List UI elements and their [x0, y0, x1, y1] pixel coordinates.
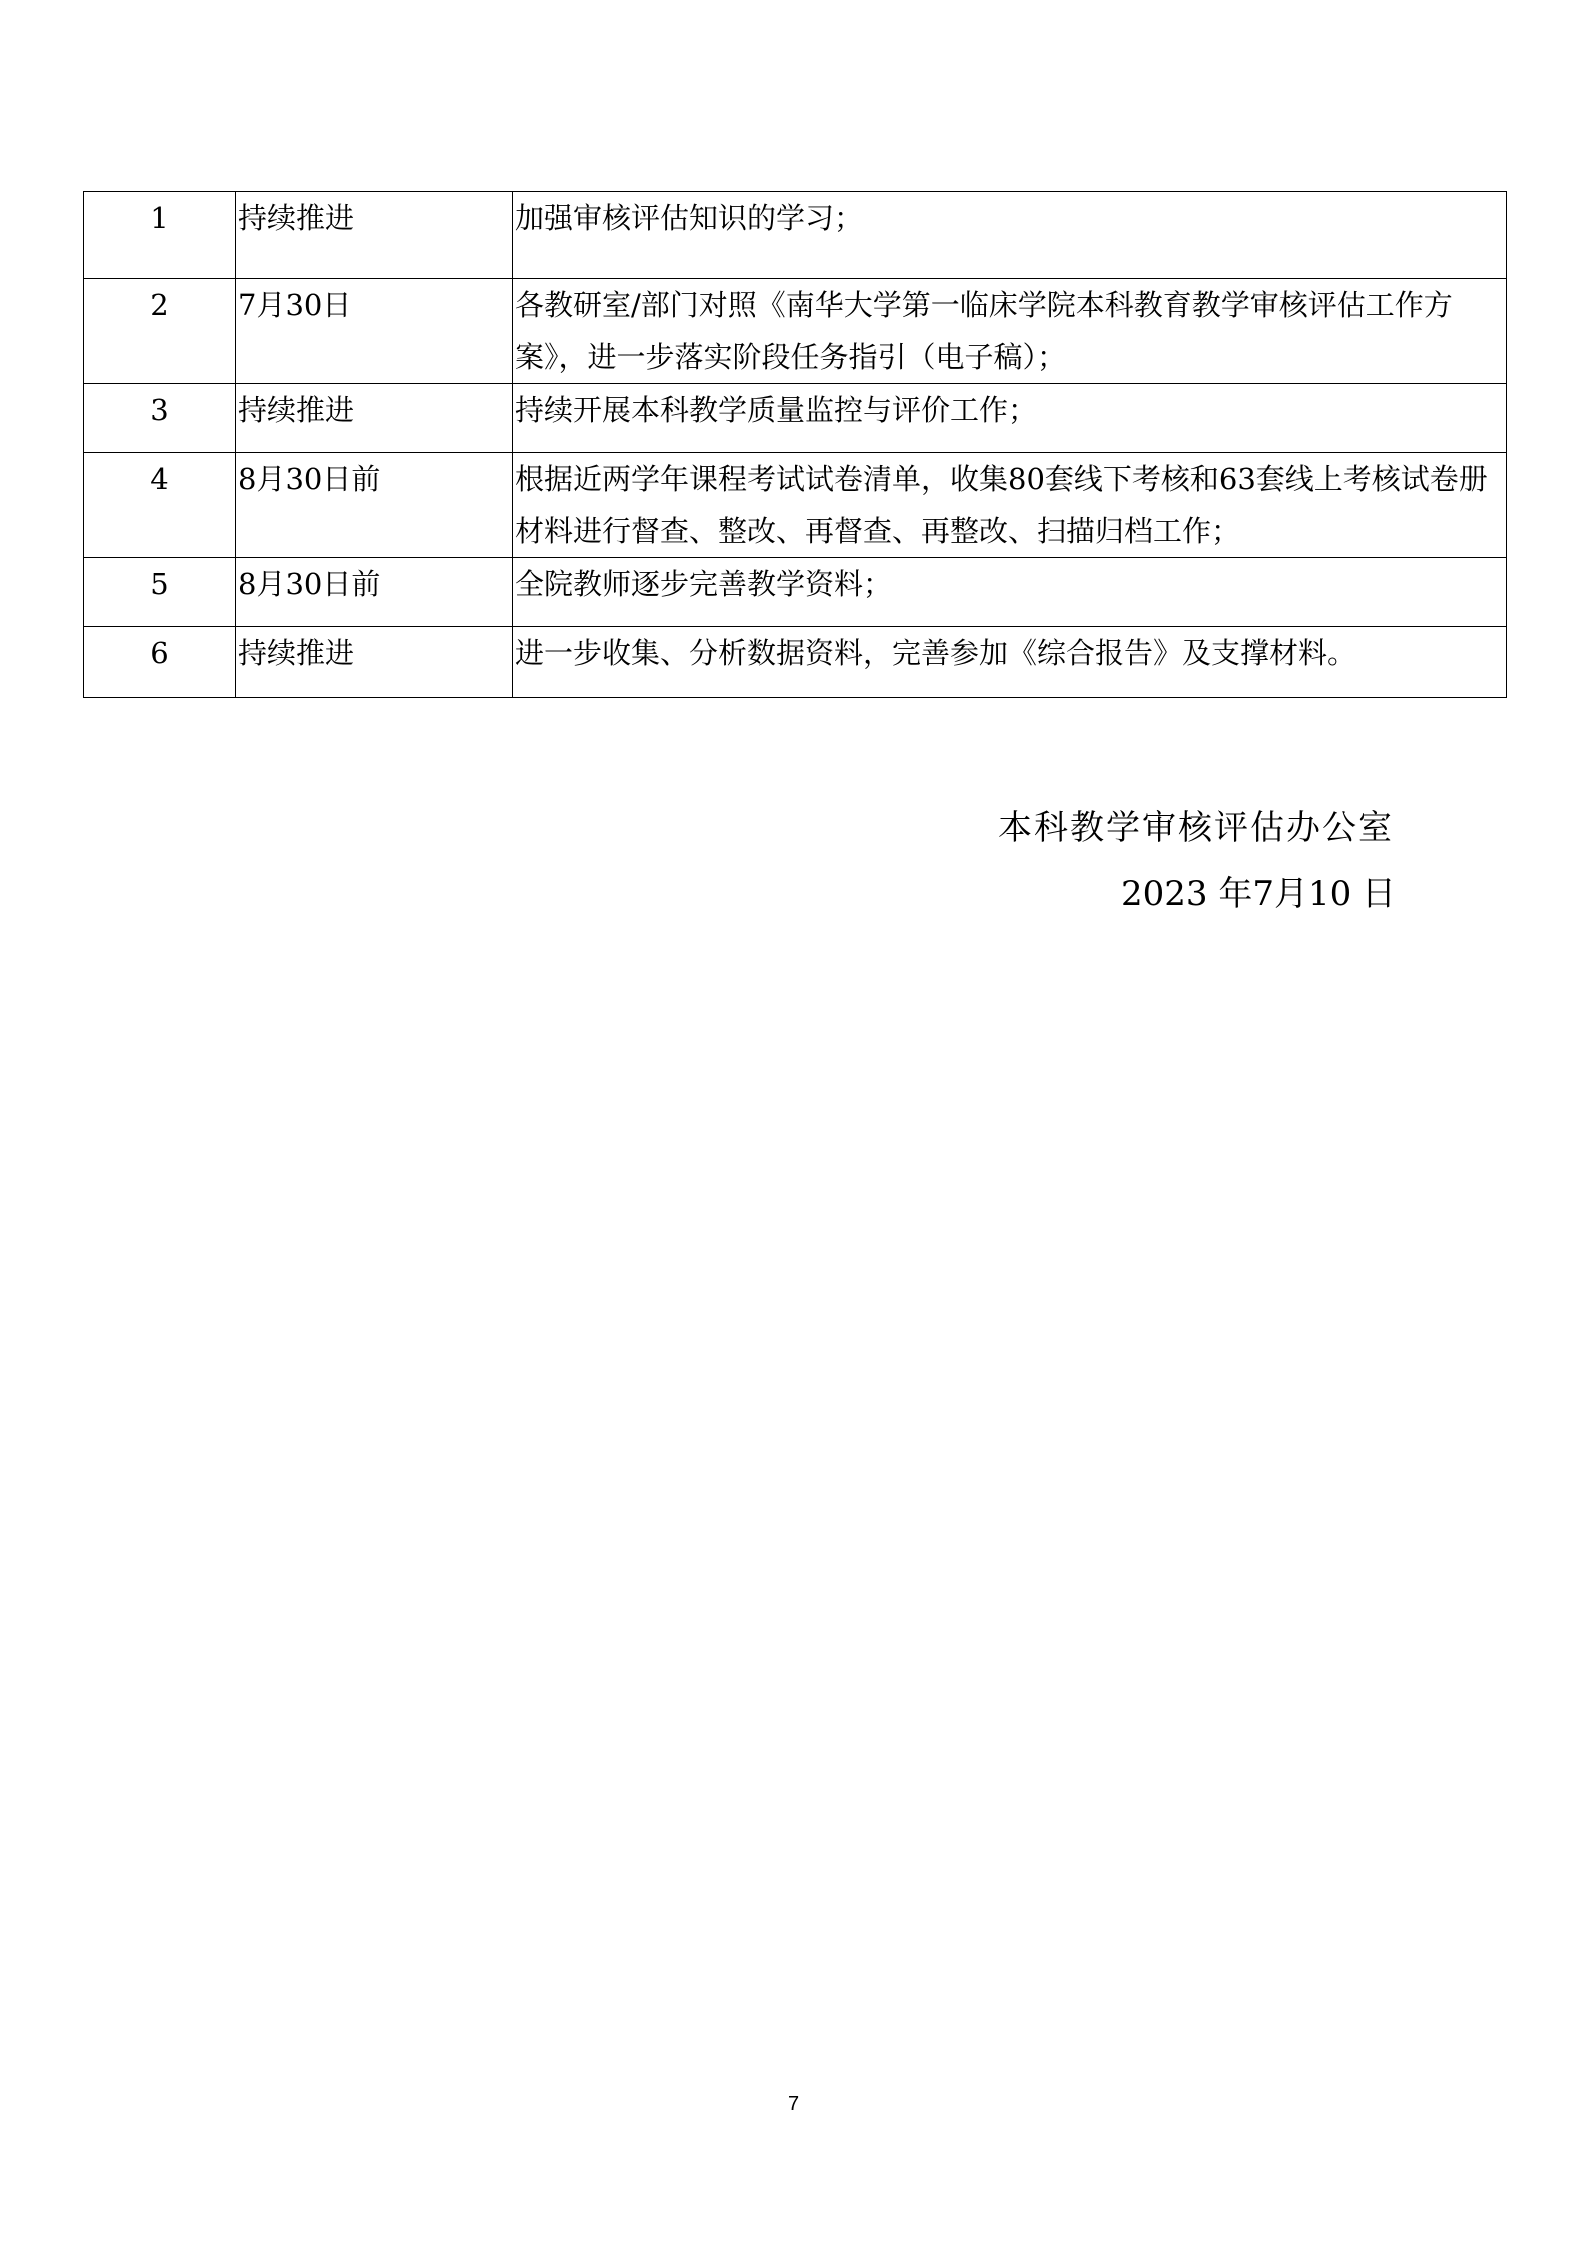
row-number: 1	[84, 192, 236, 279]
table-row	[84, 384, 1507, 453]
row-time: 8月30日前	[236, 558, 513, 627]
row-number: 5	[84, 558, 236, 627]
row-content: 进一步收集、分析数据资料，完善参加《综合报告》及支撑材料。	[513, 627, 1507, 698]
row-content: 各教研室/部门对照《南华大学第一临床学院本科教育教学审核评估工作方案》，进一步落实阶段任务指引（电子稿）；	[513, 279, 1507, 384]
signature-date: 2023 年7月10 日	[1121, 874, 1397, 914]
row-content: 持续开展本科教学质量监控与评价工作；	[513, 384, 1507, 453]
signature-organization: 本科教学审核评估办公室	[998, 808, 1394, 848]
row-number: 2	[84, 279, 236, 384]
page-number: 7	[787, 2093, 800, 2115]
table-row	[84, 627, 1507, 698]
row-content: 全院教师逐步完善教学资料；	[513, 558, 1507, 627]
row-time: 持续推进	[236, 192, 513, 279]
row-number: 6	[84, 627, 236, 698]
row-time: 7月30日	[236, 279, 513, 384]
table-row	[84, 453, 1507, 558]
row-time: 持续推进	[236, 384, 513, 453]
row-time: 持续推进	[236, 627, 513, 698]
row-number: 4	[84, 453, 236, 558]
row-time: 8月30日前	[236, 453, 513, 558]
table-row	[84, 558, 1507, 627]
row-number: 3	[84, 384, 236, 453]
table-row	[84, 192, 1507, 279]
row-content: 加强审核评估知识的学习；	[513, 192, 1507, 279]
table-row	[84, 279, 1507, 384]
row-content: 根据近两学年课程考试试卷清单，收集80套线下考核和63套线上考核试卷册材料进行督查、整改、再督查、再整改、扫描归档工作；	[513, 453, 1507, 558]
task-schedule-table	[83, 191, 1507, 698]
